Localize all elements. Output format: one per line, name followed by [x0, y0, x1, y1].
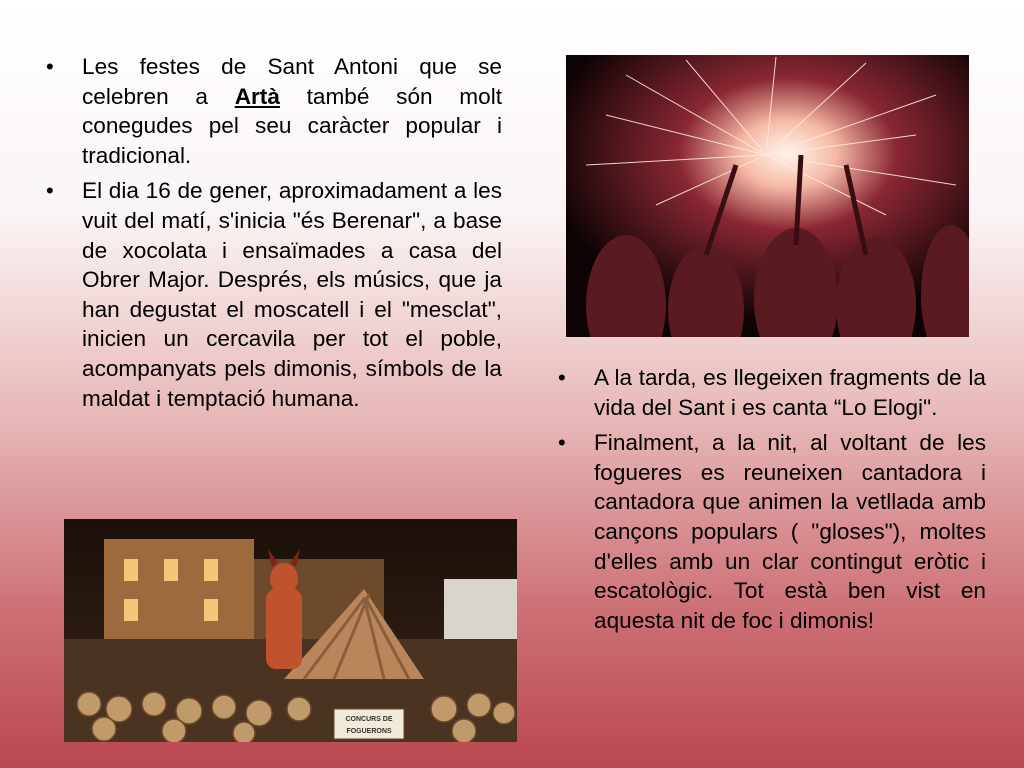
- arta-link[interactable]: Artà: [234, 83, 280, 109]
- right-text-column: [558, 363, 986, 641]
- bullet-la-tarda: • A la tarda, es llegeixen fragments de la vida del Sant i es canta “Lo Elogi".: [558, 363, 986, 422]
- bonfire-night-photo: [64, 519, 517, 742]
- left-text-column: [46, 52, 502, 419]
- correfoc-fireworks-photo: [566, 55, 969, 337]
- bullet-text-after: també són molt conegudes pel seu caràcter popular i tradicional.: [82, 83, 502, 168]
- bullet-16-gener: • El dia 16 de gener, aproximadament a les vuit del matí, s'inicia "és Berenar", a base de xocolata i ensaïmades a casa del Obrer Major. Després, els músics, que ja han degustat el moscatell i el "mesclat", inicien un cercavila per tot el poble, acompanyats pels dimonis, símbols de la maldat i temptació humana.: [46, 176, 502, 413]
- bullet-finalment: • Finalment, a la nit, al voltant de les fogueres es reuneixen cantadora i cantadora que animen la vetllada amb cançons populars ( "gloses"), moltes d'elles amb un clar contingut eròtic i escatològic. Tot està ben vist en aquesta nit de foc i dimonis!: [558, 428, 986, 635]
- sign-line-2: FOGUERONS: [346, 728, 392, 735]
- right-bullet-list: [558, 363, 986, 635]
- sign-line-1: CONCURS DE: [345, 716, 393, 723]
- bonfire-illustration: [64, 519, 517, 742]
- bullet-sant-antoni: [46, 52, 502, 170]
- fireworks-illustration: [566, 55, 969, 337]
- bullet-text-before: Les festes de Sant Antoni que se celebren a: [82, 54, 502, 109]
- left-bullet-list: [46, 52, 502, 413]
- bonfire-contest-sign: [334, 709, 404, 739]
